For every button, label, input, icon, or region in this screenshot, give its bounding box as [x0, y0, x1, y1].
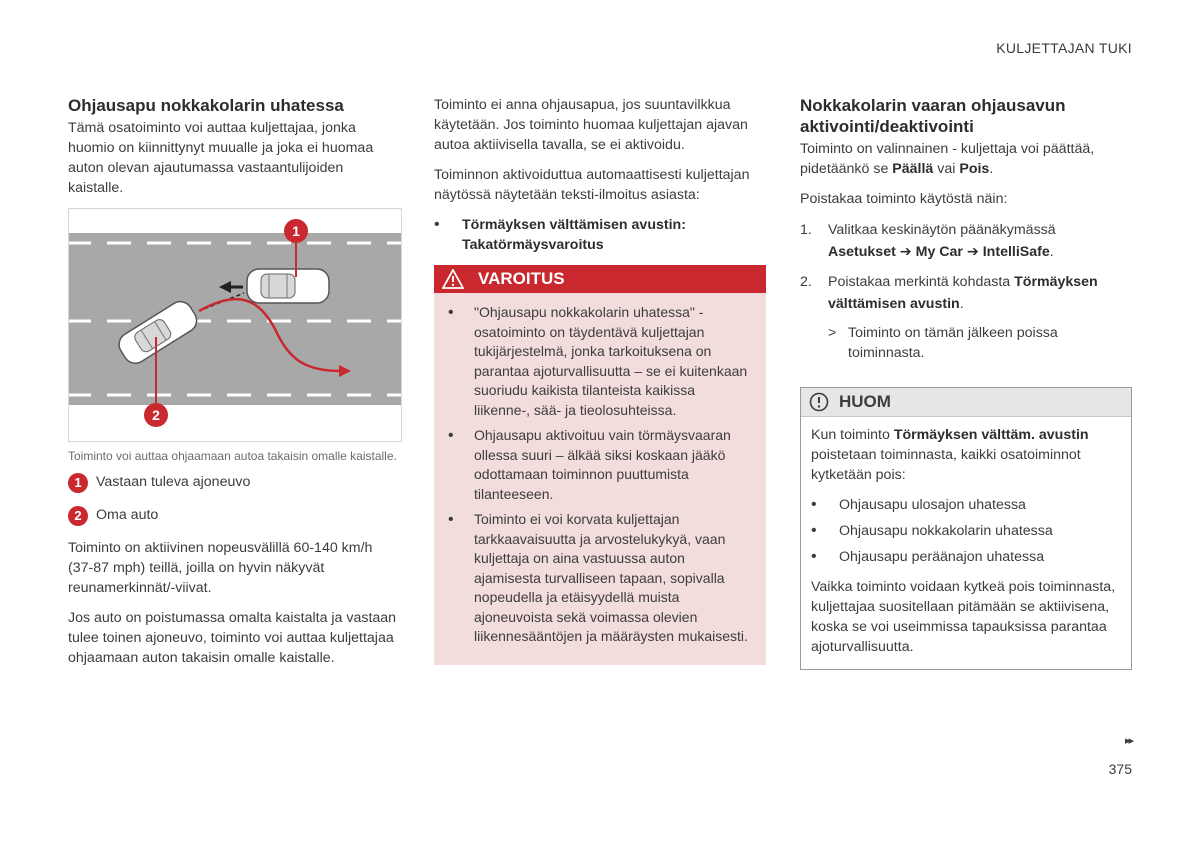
road-diagram — [69, 209, 401, 441]
legend-number-1: 1 — [68, 473, 88, 493]
notification-message: • Törmäyksen välttämisen avustin: Takatörmäysvaroitus — [434, 215, 766, 255]
section-header: KULJETTAJAN TUKI — [996, 40, 1132, 56]
warning-title: VAROITUS — [478, 269, 565, 288]
oncoming-car — [247, 269, 329, 303]
note-item: • Ohjausapu peräänajon uhatessa — [811, 547, 1121, 567]
result-text: Toiminto on tämän jälkeen poissa toiminnasta. — [848, 325, 1058, 361]
settings-path-item: Asetukset — [828, 244, 896, 260]
settings-path-item: IntelliSafe — [982, 244, 1050, 260]
callout-marker-1-label: 1 — [292, 223, 300, 239]
note-box — [800, 387, 1132, 670]
note-list — [811, 495, 1121, 567]
figure-caption: Toiminto voi auttaa ohjaamaan autoa takaisin omalle kaistalle. — [68, 449, 397, 463]
column-right — [800, 95, 1132, 670]
road-surface — [69, 233, 401, 405]
section-heading: Ohjausapu nokkakolarin uhatessa — [68, 96, 344, 115]
warning-box — [434, 265, 766, 665]
warning-item: • Toiminto ei voi korvata kuljettajan tarkkaavaisuutta ja arvostelukykyä, vaan kuljettaja on aina vastuussa auton ajamisesta turvalliseen tapaan, sopivalla nopeudella ja etäisyydellä muista ajoneuvoista sekä voimassa olevien liikennesääntöjen ja määräysten mukaisesti. — [448, 510, 752, 647]
intro-paragraph: Tämä osatoiminto voi auttaa kuljettajaa, jonka huomio on kiinnittynyt muualle ja joka ei huomaa auton olevan ajautumassa vastaantulijoiden kaistalle. — [68, 120, 374, 196]
optional-paragraph: Toiminto on valinnainen - kuljettaja voi päättää, pidetäänkö se Päällä vai Pois. — [800, 141, 1095, 177]
note-lead: Kun toiminto Törmäyksen välttäm. avustin poistetaan toiminnasta, kaikki osatoiminnot kytketään pois: — [811, 427, 1089, 483]
step-1 — [800, 219, 1132, 263]
next-page-icon: ▸▸ — [1124, 735, 1132, 747]
lane-assist-illustration — [68, 208, 402, 442]
legend-text-2: Oma auto — [96, 507, 159, 523]
column-middle — [434, 95, 766, 665]
speed-range-paragraph: Toiminto on aktiivinen nopeusvälillä 60-140 km/h (37-87 mph) teillä, joilla on hyvin näkyvät reunamerkinnät/-viivat. — [68, 540, 373, 596]
step-1-number: 1. — [800, 222, 812, 238]
warning-item: • Ohjausapu aktivoituu vain törmäysvaaran ollessa suuri – älkää siksi koskaan jääkö odottamaan toiminnon puuttumista tilanteeseen. — [448, 426, 752, 504]
note-header — [801, 388, 1131, 417]
info-circle-icon — [809, 392, 829, 412]
indicator-paragraph: Toiminto ei anna ohjausapua, jos suuntavilkkua käytetään. Jos toiminto huomaa kuljettajan ajavan autoa aktiivisella tavalla, se ei aktivoidu. — [434, 97, 748, 153]
page-number: 375 — [1108, 761, 1132, 777]
step-2 — [800, 271, 1132, 315]
step-2-result — [828, 323, 1132, 363]
step-1-text: Valitkaa keskinäytön päänäkymässä Asetukset ➔ My Car ➔ IntelliSafe. — [828, 222, 1056, 260]
column-left — [68, 95, 400, 678]
legend-number-2: 2 — [68, 506, 88, 526]
note-body — [801, 417, 1131, 669]
notification-list — [434, 215, 766, 255]
warning-item: • "Ohjausapu nokkakolarin uhatessa" -osatoiminto on täydentävä kuljettajan tukijärjestelmä, jonka tarkoituksena on parantaa ajoturvallisuutta – se ei kuitenkaan suoriudu kaikista tilanteista kaikissa liikenne-, sää- ja tieolosuhteissa. — [448, 303, 752, 420]
step-2-number: 2. — [800, 274, 812, 290]
arrow-right-icon: ➔ — [966, 244, 979, 260]
arrow-right-icon: ➔ — [899, 244, 912, 260]
warning-list — [434, 293, 766, 647]
warning-triangle-icon — [442, 269, 464, 289]
note-item: • Ohjausapu nokkakolarin uhatessa — [811, 521, 1121, 541]
result-marker: > — [828, 325, 837, 341]
legend-text-1: Vastaan tuleva ajoneuvo — [96, 474, 251, 490]
note-item: • Ohjausapu ulosajon uhatessa — [811, 495, 1121, 515]
activation-heading: Nokkakolarin vaaran ohjausavun aktivointi/deaktivointi — [800, 96, 1066, 136]
step-2-text: Poistakaa merkintä kohdasta Törmäyksen välttämisen avustin. — [828, 274, 1098, 312]
legend-item-1 — [68, 472, 400, 493]
warning-header — [434, 265, 766, 293]
lane-return-paragraph: Jos auto on poistumassa omalta kaistalta ja vastaan tulee toinen ajoneuvo, toiminto voi auttaa kuljettajaa ohjaamaan auton takaisin omalle kaistalle. — [68, 610, 397, 666]
disable-intro: Poistakaa toiminto käytöstä näin: — [800, 191, 1008, 207]
legend-item-2 — [68, 505, 400, 526]
notification-paragraph: Toiminnon aktivoiduttua automaattisesti kuljettajan näytössä näytetään teksti-ilmoitus asiasta: — [434, 167, 750, 203]
note-title: HUOM — [839, 392, 891, 411]
callout-marker-2-label: 2 — [152, 407, 160, 423]
settings-path-item: My Car — [915, 244, 963, 260]
note-closing: Vaikka toiminto voidaan kytkeä pois toiminnasta, kuljettajaa suositellaan pitämään se aktiivisena, koska se voi useimmissa tapauksissa parantaa ajoturvallisuutta. — [811, 579, 1116, 655]
figure-code: G063081 — [383, 406, 389, 431]
